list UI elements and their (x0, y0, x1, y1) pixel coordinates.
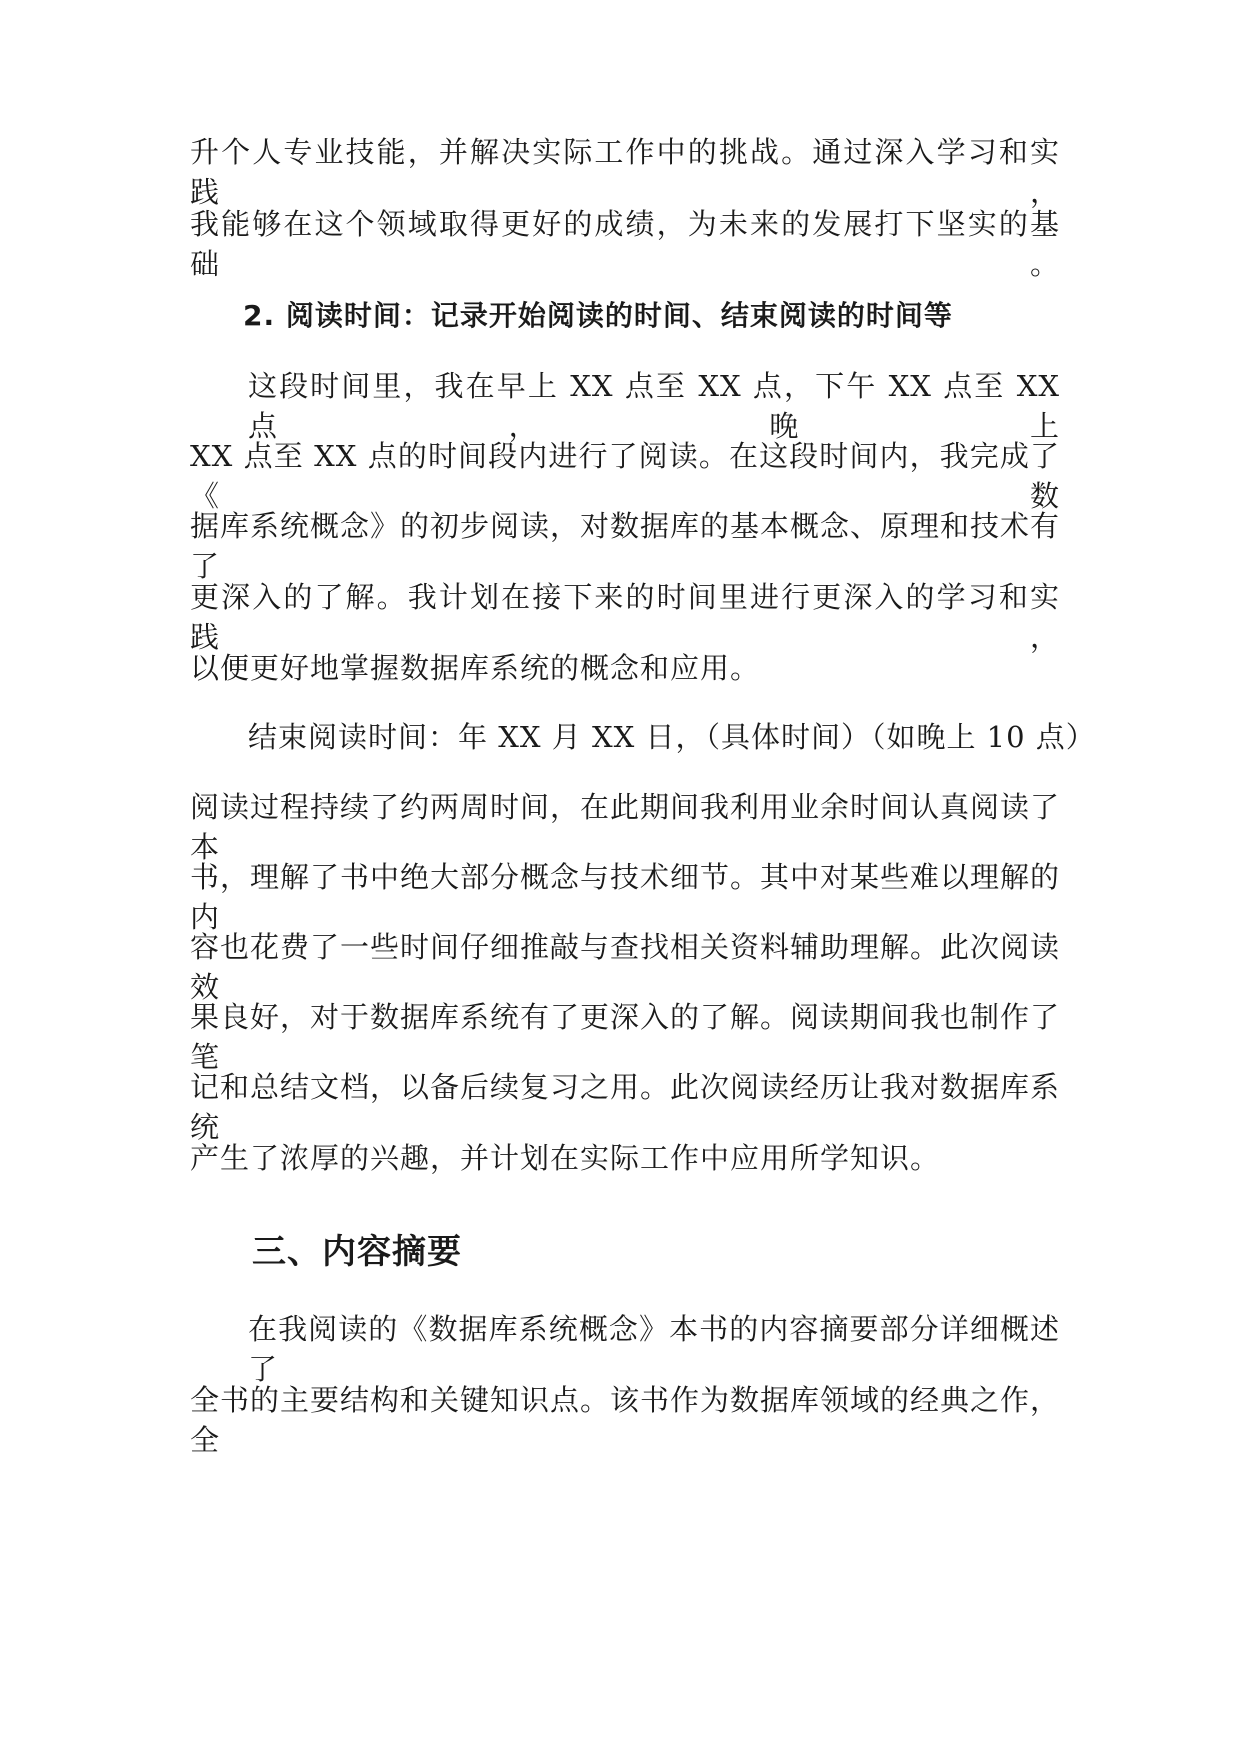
paragraph-line: 容也花费了一些时间仔细推敲与查找相关资料辅助理解。此次阅读效 (190, 930, 1061, 1004)
paragraph-line: 结束阅读时间：年 XX 月 XX 日，（具体时间）（如晚上 10 点） (248, 720, 1096, 754)
paragraph-line: 升个人专业技能，并解决实际工作中的挑战。通过深入学习和实践， (190, 135, 1060, 209)
paragraph-line: 这段时间里，我在早上 XX 点至 XX 点，下午 XX 点至 XX 点，晚上 (248, 369, 1060, 443)
paragraph-line: 产生了浓厚的兴趣，并计划在实际工作中应用所学知识。 (190, 1141, 941, 1175)
paragraph-line: 阅读过程持续了约两周时间，在此期间我利用业余时间认真阅读了本 (190, 790, 1061, 864)
paragraph-line: 果良好，对于数据库系统有了更深入的了解。阅读期间我也制作了笔 (190, 1000, 1061, 1074)
paragraph-line: 据库系统概念》的初步阅读，对数据库的基本概念、原理和技术有了 (190, 509, 1061, 583)
section-title: 三、内容摘要 (252, 1232, 462, 1272)
paragraph-line: 更深入的了解。我计划在接下来的时间里进行更深入的学习和实践， (190, 580, 1060, 654)
paragraph-line: 全书的主要结构和关键知识点。该书作为数据库领域的经典之作，全 (190, 1383, 1061, 1457)
subheading-reading-time: 2. 阅读时间：记录开始阅读的时间、结束阅读的时间等 (243, 299, 953, 332)
paragraph-line: 我能够在这个领域取得更好的成绩，为未来的发展打下坚实的基础。 (190, 207, 1060, 281)
paragraph-line: 以便更好地掌握数据库系统的概念和应用。 (190, 651, 761, 685)
paragraph-line: 记和总结文档，以备后续复习之用。此次阅读经历让我对数据库系统 (190, 1070, 1061, 1144)
paragraph-line: 在我阅读的《数据库系统概念》本书的内容摘要部分详细概述了 (248, 1312, 1060, 1386)
paragraph-line: 书，理解了书中绝大部分概念与技术细节。其中对某些难以理解的内 (190, 860, 1061, 934)
paragraph-line: XX 点至 XX 点的时间段内进行了阅读。在这段时间内，我完成了《数 (190, 439, 1060, 513)
